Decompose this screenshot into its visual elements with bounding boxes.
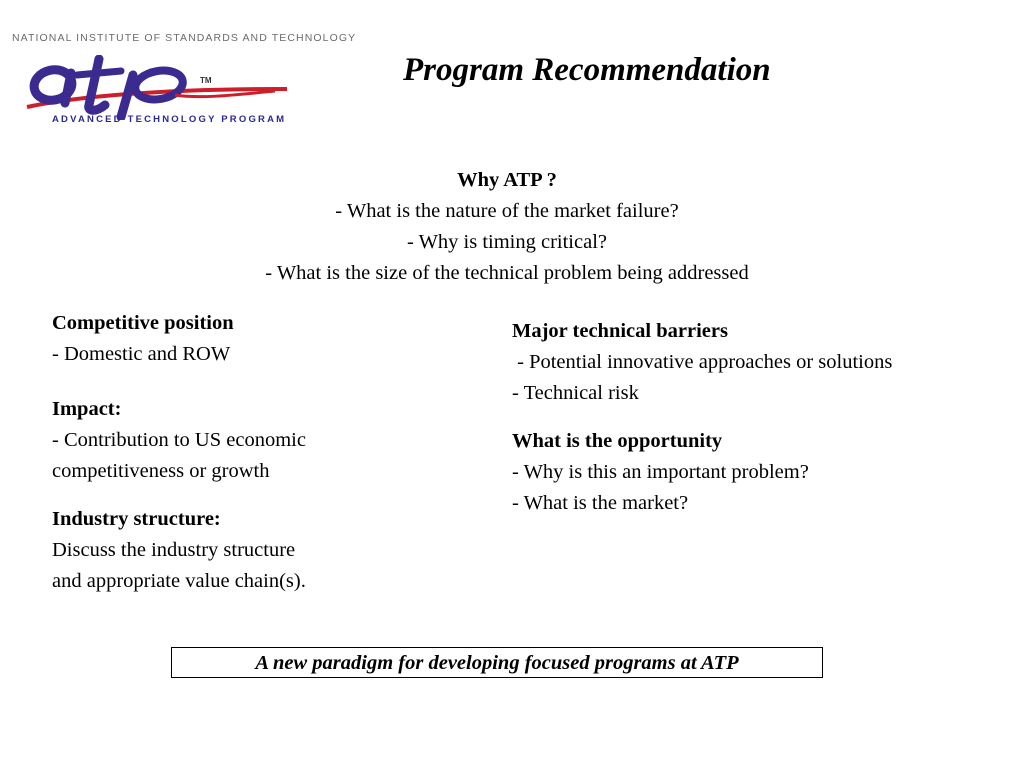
impact-line: - Contribution to US economic (52, 429, 306, 451)
why-atp-heading: Why ATP ? (457, 169, 557, 191)
opportunity-section (512, 426, 809, 519)
impact-section (52, 394, 306, 487)
page-title: Program Recommendation (403, 52, 771, 88)
logo-letter-t (89, 59, 105, 110)
atp-logo-mark (25, 55, 290, 120)
nist-org-name: NATIONAL INSTITUTE OF STANDARDS AND TECHNOLOGY (12, 32, 357, 44)
why-atp-item: - Why is timing critical? (406, 231, 607, 253)
why-atp-item: - What is the nature of the market failure? (335, 200, 679, 222)
competitive-position-heading: Competitive position (52, 312, 234, 334)
industry-structure-line: and appropriate value chain(s). (52, 570, 306, 592)
why-atp-section (0, 165, 1014, 289)
industry-structure-heading: Industry structure: (52, 508, 221, 530)
opportunity-heading: What is the opportunity (512, 430, 723, 452)
why-atp-item: - What is the size of the technical problem being addressed (265, 262, 749, 284)
impact-line: competitiveness or growth (52, 460, 270, 482)
opportunity-line: - What is the market? (512, 492, 689, 514)
logo-letter-p (121, 75, 133, 117)
atp-logo (0, 0, 357, 145)
industry-structure-line: Discuss the industry structure (52, 539, 296, 561)
competitive-position-line: - Domestic and ROW (52, 343, 231, 365)
technical-barriers-line: - Potential innovative approaches or solutions (512, 351, 893, 373)
paradigm-callout: A new paradigm for developing focused programs at ATP (171, 647, 823, 678)
technical-barriers-section (512, 316, 892, 409)
technical-barriers-heading: Major technical barriers (512, 320, 728, 342)
program-name: ADVANCED TECHNOLOGY PROGRAM (52, 114, 287, 125)
trademark-mark: TM (200, 76, 212, 85)
opportunity-line: - Why is this an important problem? (512, 461, 809, 483)
impact-heading: Impact: (52, 398, 122, 420)
technical-barriers-line: - Technical risk (512, 382, 639, 404)
competitive-position-section (52, 308, 234, 370)
industry-structure-section (52, 504, 306, 597)
